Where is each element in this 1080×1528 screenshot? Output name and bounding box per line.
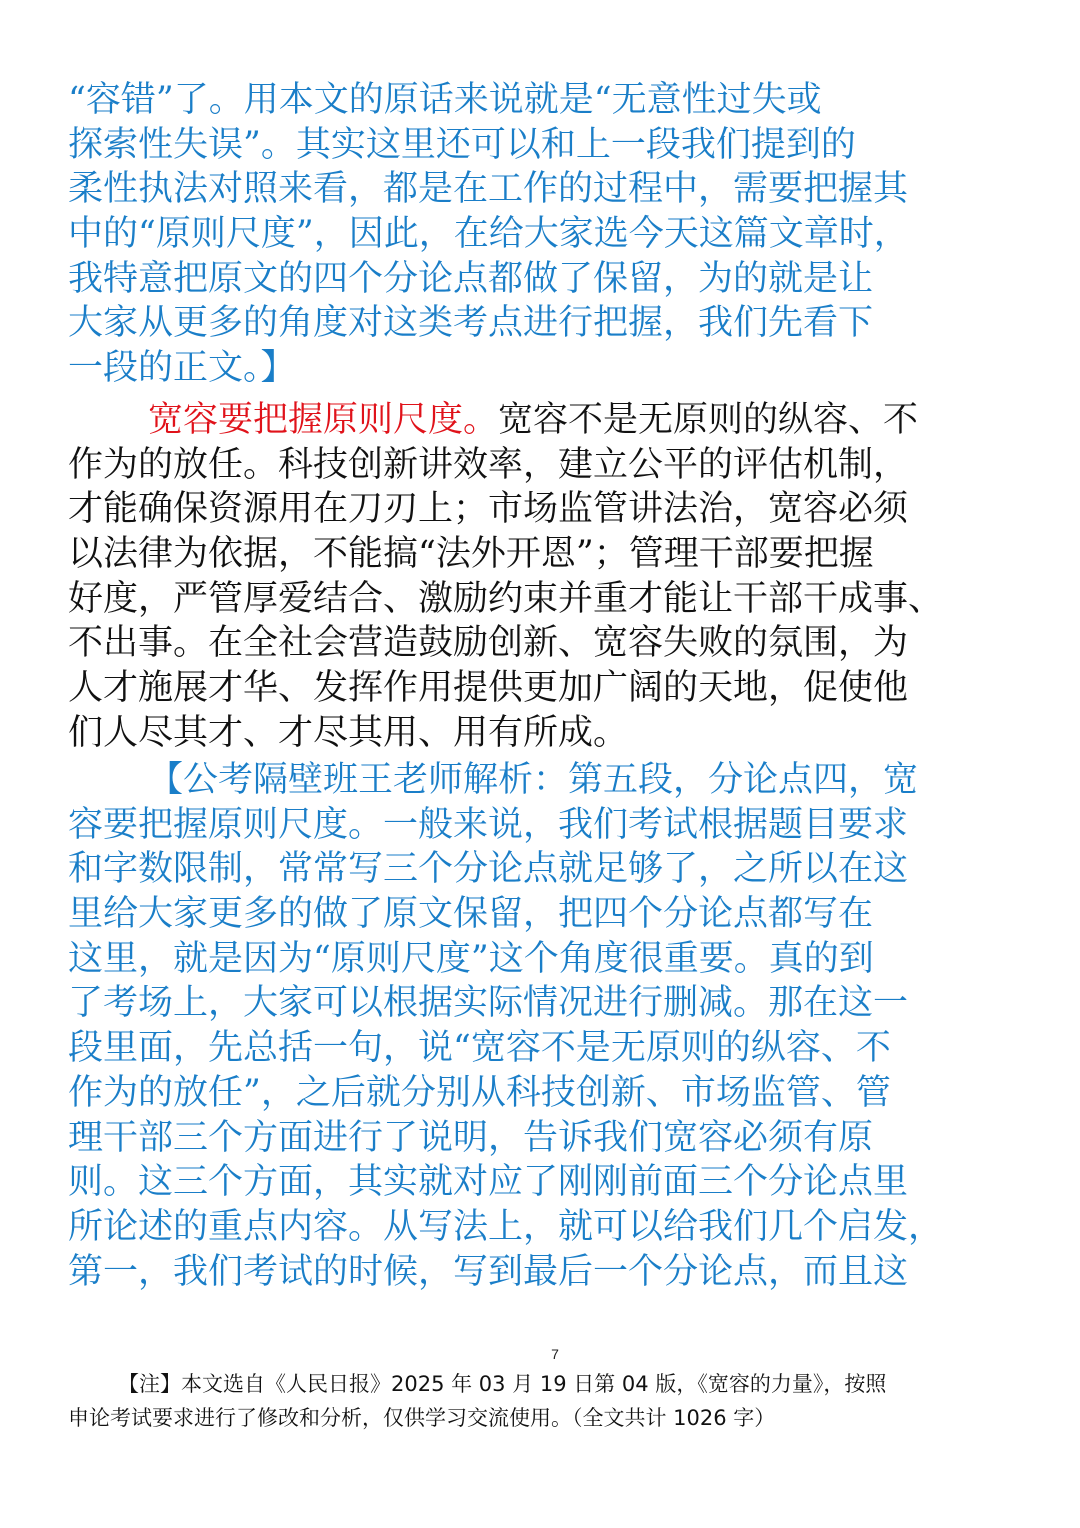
- body-paragraph: [68, 398, 1028, 756]
- footnote-line: 申论考试要求进行了修改和分析，仅供学习交流使用。（全文共计 1026 字）: [68, 1406, 776, 1430]
- commentary-paragraph-continued: [68, 78, 1028, 391]
- text-line: 里给大家更多的做了原文保留，把四个分论点都写在: [68, 894, 874, 935]
- text-line: 作为的放任”，之后就分别从科技创新、市场监管、管: [68, 1072, 891, 1113]
- text-line: 第一，我们考试的时候，写到最后一个分论点，而且这: [68, 1251, 909, 1292]
- text-line: 柔性执法对照来看，都是在工作的过程中，需要把握其: [68, 169, 909, 210]
- text-line: 所论述的重点内容。从写法上，就可以给我们几个启发，: [68, 1206, 944, 1247]
- commentary-paragraph: [68, 758, 1028, 1294]
- page-number: 7: [551, 1346, 559, 1362]
- text-line: 理干部三个方面进行了说明，告诉我们宽容必须有原: [68, 1117, 874, 1158]
- text-line: 人才施展才华、发挥作用提供更加广阔的天地，促使他: [68, 668, 909, 709]
- text-line: 一段的正文。】: [68, 348, 296, 389]
- text-line: 们人尽其才、才尽其用、用有所成。: [68, 712, 629, 753]
- text-run: 宽容不是无原则的纵容、不: [498, 400, 919, 440]
- text-line: 这里，就是因为“原则尺度”这个角度很重要。真的到: [68, 938, 874, 979]
- text-line: 中的“原则尺度”，因此，在给大家选今天这篇文章时，: [68, 214, 909, 255]
- text-line-first: 【公考隔壁班王老师解析：第五段，分论点四，宽: [148, 760, 919, 800]
- text-line: 大家从更多的角度对这类考点进行把握，我们先看下: [68, 303, 874, 344]
- sub-argument-heading: 宽容要把握原则尺度。: [148, 400, 499, 440]
- text-line: 段里面，先总括一句，说“宽容不是无原则的纵容、不: [68, 1028, 891, 1069]
- text-line: 不出事。在全社会营造鼓励创新、宽容失败的氛围，为: [68, 623, 909, 664]
- text-line: 和字数限制，常常写三个分论点就足够了，之所以在这: [68, 849, 909, 890]
- text-line: 才能确保资源用在刀刃上；市场监管讲法治，宽容必须: [68, 489, 909, 530]
- text-line: 则。这三个方面，其实就对应了刚刚前面三个分论点里: [68, 1162, 909, 1203]
- text-line: 作为的放任。科技创新讲效率，建立公平的评估机制，: [68, 444, 909, 485]
- text-line: 容要把握原则尺度。一般来说，我们考试根据题目要求: [68, 804, 909, 845]
- text-line-first: [68, 398, 1028, 443]
- footnote: [68, 1367, 1028, 1435]
- text-line: 好度，严管厚爱结合、激励约束并重才能让干部干成事、: [68, 578, 944, 619]
- text-line: 以法律为依据，不能搞“法外开恩”；管理干部要把握: [68, 534, 874, 575]
- text-line: 探索性失误”。其实这里还可以和上一段我们提到的: [68, 124, 856, 165]
- text-line: 了考场上，大家可以根据实际情况进行删减。那在这一: [68, 983, 909, 1024]
- footnote-line: 【注】本文选自《人民日报》2025 年 03 月 19 日第 04 版，《宽容的力量》，按照: [118, 1372, 887, 1396]
- text-line: “容错”了。用本文的原话来说就是“无意性过失或: [68, 80, 822, 120]
- text-line: 我特意把原文的四个分论点都做了保留，为的就是让: [68, 258, 874, 299]
